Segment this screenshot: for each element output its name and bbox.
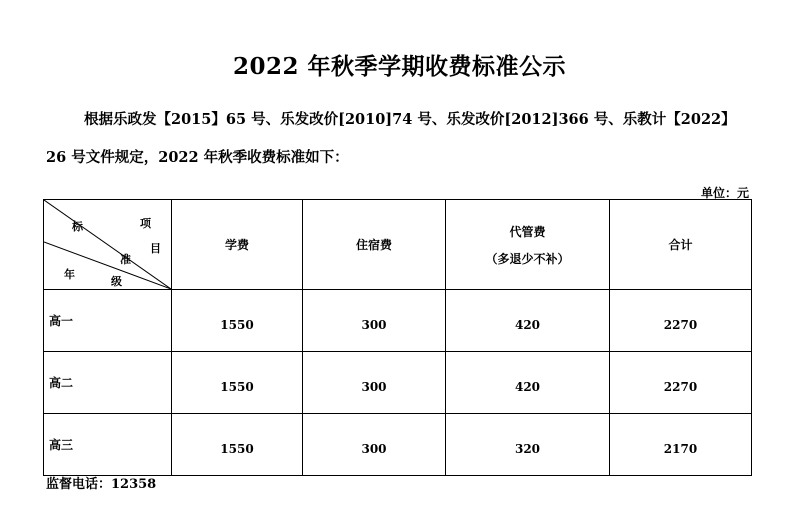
corner-label-biao: 标 [72, 220, 83, 233]
cell-tuition: 1550 [172, 414, 303, 476]
corner-label-xiang: 项 [140, 217, 151, 230]
cell-lodging: 300 [303, 414, 446, 476]
cell-grade: 高二 [44, 352, 172, 414]
header-agency: 代管费 [509, 224, 546, 239]
cell-total: 2170 [610, 414, 752, 476]
fee-table [43, 199, 752, 476]
corner-label-mu: 目 [150, 242, 161, 255]
table-row [44, 352, 752, 414]
corner-label-ji: 级 [111, 275, 122, 288]
header-agency-note: （多退少不补） [485, 251, 570, 266]
page-title: 2022 年秋季学期收费标准公示 [232, 53, 567, 80]
corner-label-zhun: 准 [120, 253, 131, 266]
intro-line-1: 根据乐政发【2015】65 号、乐发改价[2010]74 号、乐发改价[2012]366 号、乐教计【2022】 [84, 111, 736, 128]
table-row [44, 414, 752, 476]
diagonal-header-cell [44, 200, 172, 290]
header-lodging: 住宿费 [303, 200, 446, 290]
cell-tuition: 1550 [172, 290, 303, 352]
header-total: 合计 [610, 200, 752, 290]
header-agency-cell [446, 200, 610, 290]
cell-grade: 高三 [44, 414, 172, 476]
cell-agency: 320 [446, 414, 610, 476]
cell-agency: 420 [446, 290, 610, 352]
cell-agency: 420 [446, 352, 610, 414]
table-header-row [44, 200, 752, 290]
cell-tuition: 1550 [172, 352, 303, 414]
intro-line-2: 26 号文件规定，2022 年秋季收费标准如下： [46, 149, 349, 166]
cell-lodging: 300 [303, 352, 446, 414]
cell-total: 2270 [610, 352, 752, 414]
table-row [44, 290, 752, 352]
cell-total: 2270 [610, 290, 752, 352]
cell-grade: 高一 [44, 290, 172, 352]
supervision-hotline: 监督电话：12358 [46, 477, 157, 492]
unit-label: 单位：元 [700, 186, 749, 200]
corner-label-nian: 年 [64, 268, 75, 281]
cell-lodging: 300 [303, 290, 446, 352]
header-tuition: 学费 [172, 200, 303, 290]
